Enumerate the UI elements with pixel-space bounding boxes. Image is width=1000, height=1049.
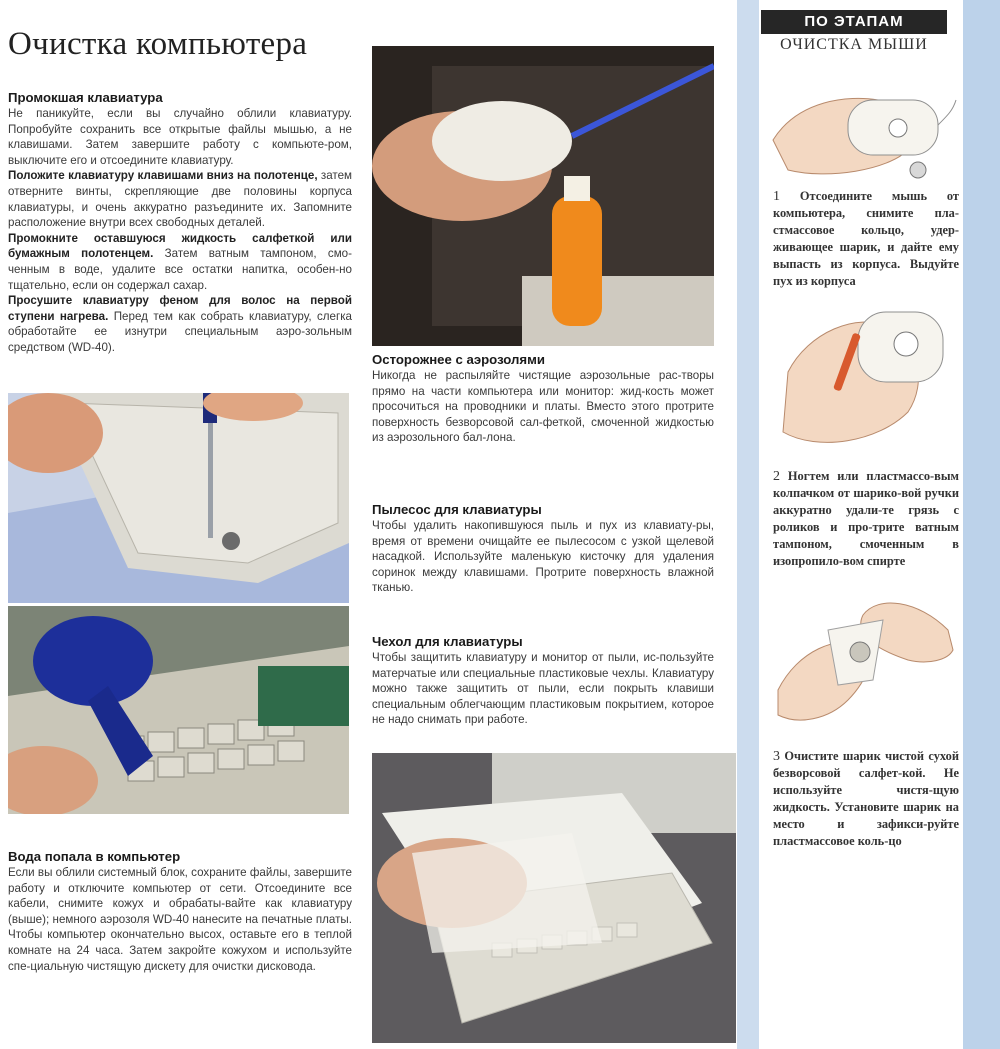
section-aerosols xyxy=(372,352,714,446)
page-title: Очистка компьютера xyxy=(8,26,308,62)
section-text: Не паникуйте, если вы случайно облили клавиатуру. Попробуйте сохранить все открытые файлы мышью, а не клавишами. Затем завершите работу с компьюте-ром, выключите его и отсоедините клавиатуру. Положите клавиатуру клавишами вниз на полотенце, затем отверните винты, скрепляющие две половины корпуса клавиатуры, и очень аккуратно разъедините их. Запомните расположение внутри всех свободных деталей. Промокните оставшуюся жидкость салфеткой или бумажным полотенцем. Затем ватным тампоном, смо-ченным в воде, удалите все остатки напитка, особен-но тщательно, если он содержал сахар. Просушите клавиатуру феном для волос на первой ступени нагрева. Перед тем как собрать клавиатуру, слегка обработайте ее изнутри специальным аэро-зольным средством (WD-40). xyxy=(8,107,352,354)
sidebar-right-stripe xyxy=(963,0,1000,1049)
step-3: 3 Очистите шарик чистой сухой безворсовой салфет-кой. Не используйте чистя-щую жидкость. Установите шарик на место и зафикси-руйте пластмассовое коль-цо xyxy=(773,749,959,848)
section-heading: Вода попала в компьютер xyxy=(8,849,181,864)
illustration-mouse-step-3 xyxy=(768,590,958,740)
section-heading: Чехол для клавиатуры xyxy=(372,634,523,649)
photo-hairdryer-keyboard xyxy=(8,606,349,814)
illustration-mouse-step-1 xyxy=(768,70,958,185)
section-water-in-pc xyxy=(8,849,352,974)
photo-screwdriver-keyboard xyxy=(8,393,349,603)
step-1: 1 Отсоедините мышь от компьютера, снимите пла-стмассовое кольцо, удер-живающее шарик, и дайте ему выпасть из корпуса. Выдуйте пух из корпуса xyxy=(773,189,959,288)
section-text: Чтобы удалить накопившуюся пыль и пух из клавиату-ры, время от времени очищайте ее пылесосом с узкой щелевой насадкой. Используйте маленькую кисточку для удаления соринок между клавишами. Протрите поверхность влажной тканью. xyxy=(372,519,714,595)
section-text: Чтобы защитить клавиатуру и монитор от пыли, ис-пользуйте матерчатые или специальные пластиковые чехлы. Клавиатуру можно также защитить от пыли, если покрыть клавиши специальным облегчающим пластиковым покрытием, которое не надо снимать при работе. xyxy=(372,651,714,727)
section-vacuum xyxy=(372,502,714,596)
step-2: 2 Ногтем или пластмассо-вым колпачком от шарико-вой ручки аккуратно удали-те грязь с роликов и про-трите ватным тампоном, смоченным в изопропило-вом спирте xyxy=(773,469,959,568)
section-text: Если вы облили системный блок, сохраните файлы, завершите работу и отключите компьютер от сети. Отсоедините все кабели, снимите кожух и обрабаты-вайте как клавиатуру (выше); немного аэрозоля WD-40 нанесите на печатные платы. Чтобы компьютер окончательно высох, оставьте его в теплой комнате на 24 часа. Затем закройте кожухом и используйте спе-циальную чистящую дискету для очистки дисковода. xyxy=(8,866,352,973)
photo-monitor-aerosol xyxy=(372,46,714,346)
photo-keyboard-cover xyxy=(372,753,736,1043)
steps-subtitle: ОЧИСТКА МЫШИ xyxy=(780,36,928,53)
section-wet-keyboard xyxy=(8,90,352,356)
steps-badge: ПО ЭТАПАМ xyxy=(761,10,947,34)
sidebar-left-stripe xyxy=(737,0,759,1049)
section-heading: Пылесос для клавиатуры xyxy=(372,502,542,517)
section-heading: Промокшая клавиатура xyxy=(8,90,163,105)
section-heading: Осторожнее с аэрозолями xyxy=(372,352,545,367)
illustration-mouse-step-2 xyxy=(768,292,958,462)
section-text: Никогда не распыляйте чистящие аэрозольные рас-творы прямо на части компьютера или монитор: жид-кость может просочиться на проводники и платы. Вместо этого протрите поверхность безворсовой сал-феткой, смоченной жидкостью из аэрозольного бал-лона. xyxy=(372,369,714,445)
section-cover xyxy=(372,634,714,728)
